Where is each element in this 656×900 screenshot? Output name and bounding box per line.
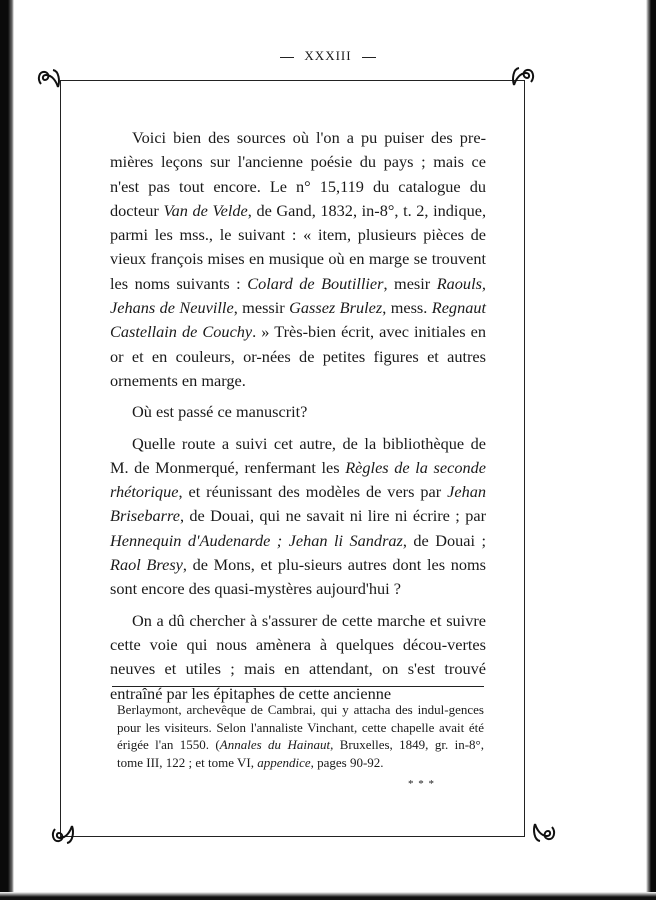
scan-edge-bottom [0, 892, 656, 900]
italic-text: Van de Velde [163, 200, 248, 220]
signature-mark: * * * [408, 778, 435, 790]
footnote-rule [112, 686, 484, 687]
text-run: , de Mons, et plu-sieurs autres dont les noms sont encore des quasi-mystères aujourd'hui ? [110, 555, 486, 599]
curl-ornament-icon [531, 821, 557, 845]
text-run: . » Très-bien écrit, avec initiales en or et en couleurs, or-nées de petites figures et autres ornements en marge. [110, 322, 486, 390]
curl-ornament-icon [510, 64, 536, 88]
text-run: Quelle route a suivi cet autre, de la bibliothèque de M. de Monmerqué, renfermant les [110, 433, 486, 477]
text-run: , pages 90-92. [310, 754, 384, 770]
italic-text: Gassez Brulez [289, 298, 383, 318]
text-run: , de Gand, 1832, in-8°, t. 2, indique, parmi les mss., le suivant : « item, plusieurs pièces de vieux françois mises en musique où en marge se trouvent les noms suivants : [110, 200, 487, 293]
text-run: , Bruxelles, 1849, gr. in-8°, tome III, 122 ; et tome VI, [117, 737, 484, 770]
italic-text: Raol Bresy [110, 555, 183, 575]
curl-ornament-icon [36, 66, 62, 90]
italic-text: Raouls, Jehans de Neuville [110, 273, 487, 318]
text-run: , de Douai, qui ne savait ni lire ni écrire ; par [179, 506, 486, 526]
text-run: , et réunissant des modèles de vers par [178, 482, 448, 502]
footnote [117, 701, 484, 771]
text-run: , messir [233, 298, 290, 318]
italic-text: Colard de Boutillier [247, 273, 384, 293]
text-run: , de Douai ; [402, 530, 486, 550]
text-run: Berlaymont, archevêque de Cambrai, qui y attacha des indul-gences pour les visiteurs. Selon l'annaliste Vinchant, cette chapelle avait été érigée l'an 1550. ( [117, 702, 484, 753]
text-run: , mesir [383, 273, 437, 293]
page-number: XXXIII [304, 48, 352, 63]
curl-ornament-icon [50, 823, 76, 847]
italic-text: Annales du Hainaut [219, 737, 331, 753]
italic-text: appendice [257, 754, 311, 770]
paragraph [110, 400, 486, 424]
scan-edge-right [646, 0, 656, 900]
paragraph [110, 432, 486, 602]
italic-text: Hennequin d'Audenarde ; Jehan li Sandraz [110, 530, 403, 550]
page-header [0, 48, 656, 64]
paragraph [110, 126, 486, 393]
italic-text: Jehan Brisebarre [110, 482, 486, 526]
italic-text: Règles de la seconde rhétorique [110, 457, 486, 502]
text-run: , mess. [382, 298, 432, 318]
header-dash-left [280, 57, 294, 58]
body-text [110, 126, 486, 706]
scan-edge-left [0, 0, 14, 900]
text-run: Voici bien des sources où l'on a pu puiser des pre-mières leçons sur l'ancienne poésie du pays ; mais ce n'est pas tout encore. Le n° 15,119 du catalogue du docteur [110, 128, 486, 220]
paragraph [110, 609, 486, 706]
header-dash-right [362, 57, 376, 58]
text-run: Où est passé ce manuscrit? [132, 402, 308, 422]
italic-text: Regnaut Castellain de Couchy [110, 298, 487, 342]
text-run: On a dû chercher à s'assurer de cette marche et suivre cette voie qui nous amènera à quelques décou-vertes neuves et utiles ; mais en attendant, on s'est trouvé entraîné par les épitaphes de cette ancienne [110, 610, 486, 703]
